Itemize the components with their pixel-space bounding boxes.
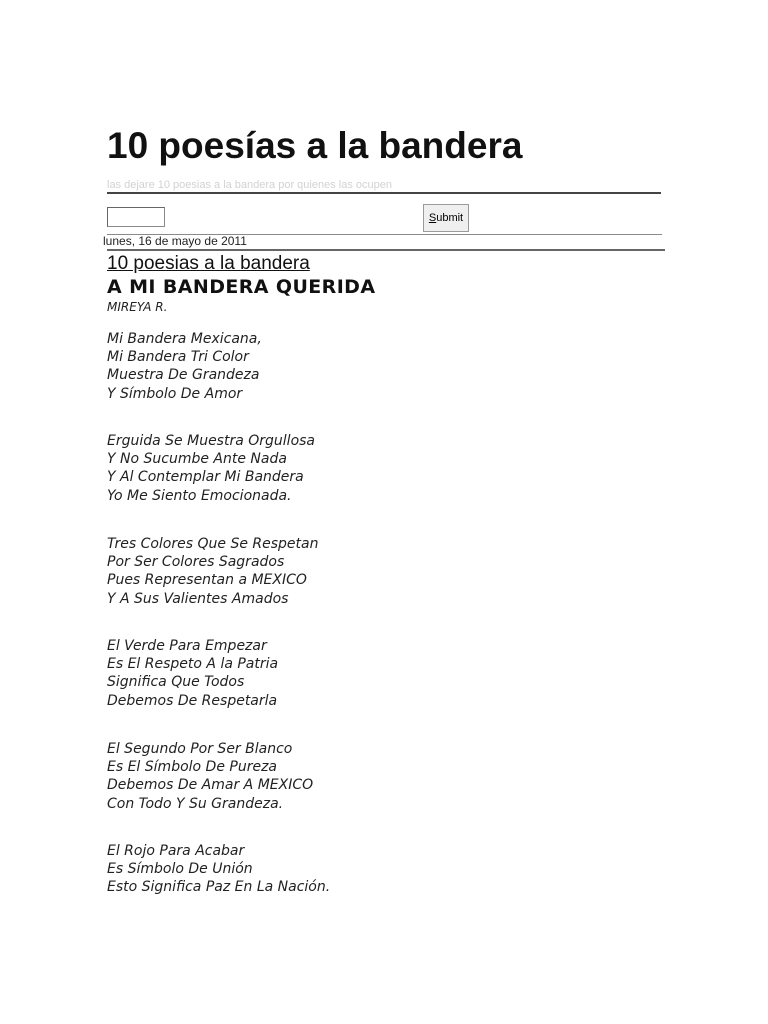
poem-stanza (107, 432, 315, 505)
poem-line: Con Todo Y Su Grandeza. (107, 795, 284, 812)
poem-line: El Rojo Para Acabar (107, 843, 245, 859)
poem-line: Y No Sucumbe Ante Nada (107, 451, 287, 468)
poem-line: Yo Me Siento Emocionada. (107, 487, 292, 504)
poem-line: Y Al Contemplar Mi Bandera (107, 469, 304, 486)
blog-title[interactable]: 10 poesías a la bandera (107, 125, 523, 166)
poem-line: Debemos De Respetarla (107, 692, 278, 709)
poem-line: Y Símbolo De Amor (107, 385, 243, 402)
poem-stanza (107, 842, 330, 897)
poem-line: Y A Sus Valientes Amados (107, 590, 289, 607)
submit-button[interactable] (423, 204, 469, 232)
post-date: lunes, 16 de mayo de 2011 (103, 234, 247, 248)
search-input[interactable] (107, 207, 165, 227)
poem-line: Erguida Se Muestra Orgullosa (107, 433, 316, 449)
blog-description: las dejare 10 poesias a la bandera por quienes las ocupen (107, 179, 392, 191)
poem-stanza (107, 740, 313, 813)
poem-line: Mi Bandera Mexicana, (107, 331, 262, 347)
poem-line: Debemos De Amar A MEXICO (107, 777, 314, 794)
poem-line: Significa Que Todos (107, 674, 245, 691)
poem-stanza (107, 330, 262, 403)
poem-line: Es El Símbolo De Pureza (107, 759, 278, 776)
poem-line: Muestra De Grandeza (107, 367, 260, 384)
poem-line: Esto Significa Paz En La Nación. (107, 879, 331, 896)
poem-line: El Verde Para Empezar (107, 638, 267, 654)
poem-line: Tres Colores Que Se Respetan (107, 536, 319, 552)
poem-line: Pues Representan a MEXICO (107, 572, 307, 589)
poem-line: Por Ser Colores Sagrados (107, 554, 285, 571)
poem-line: El Segundo Por Ser Blanco (107, 741, 293, 757)
submit-label-accesskey: S (428, 212, 437, 224)
poem-author: MIREYA R. (107, 300, 168, 314)
submit-label: ubmit (436, 212, 464, 224)
post-title-link[interactable]: 10 poesias a la bandera (107, 253, 310, 274)
poem-line: Es Símbolo De Unión (107, 861, 253, 878)
poem-stanza (107, 535, 318, 608)
poem-title: A MI BANDERA QUERIDA (107, 276, 376, 298)
header-divider (107, 192, 661, 194)
date-divider (107, 249, 665, 251)
poem-line: Es El Respeto A la Patria (107, 656, 279, 673)
poem-line: Mi Bandera Tri Color (107, 349, 249, 366)
poem-stanza (107, 637, 278, 710)
